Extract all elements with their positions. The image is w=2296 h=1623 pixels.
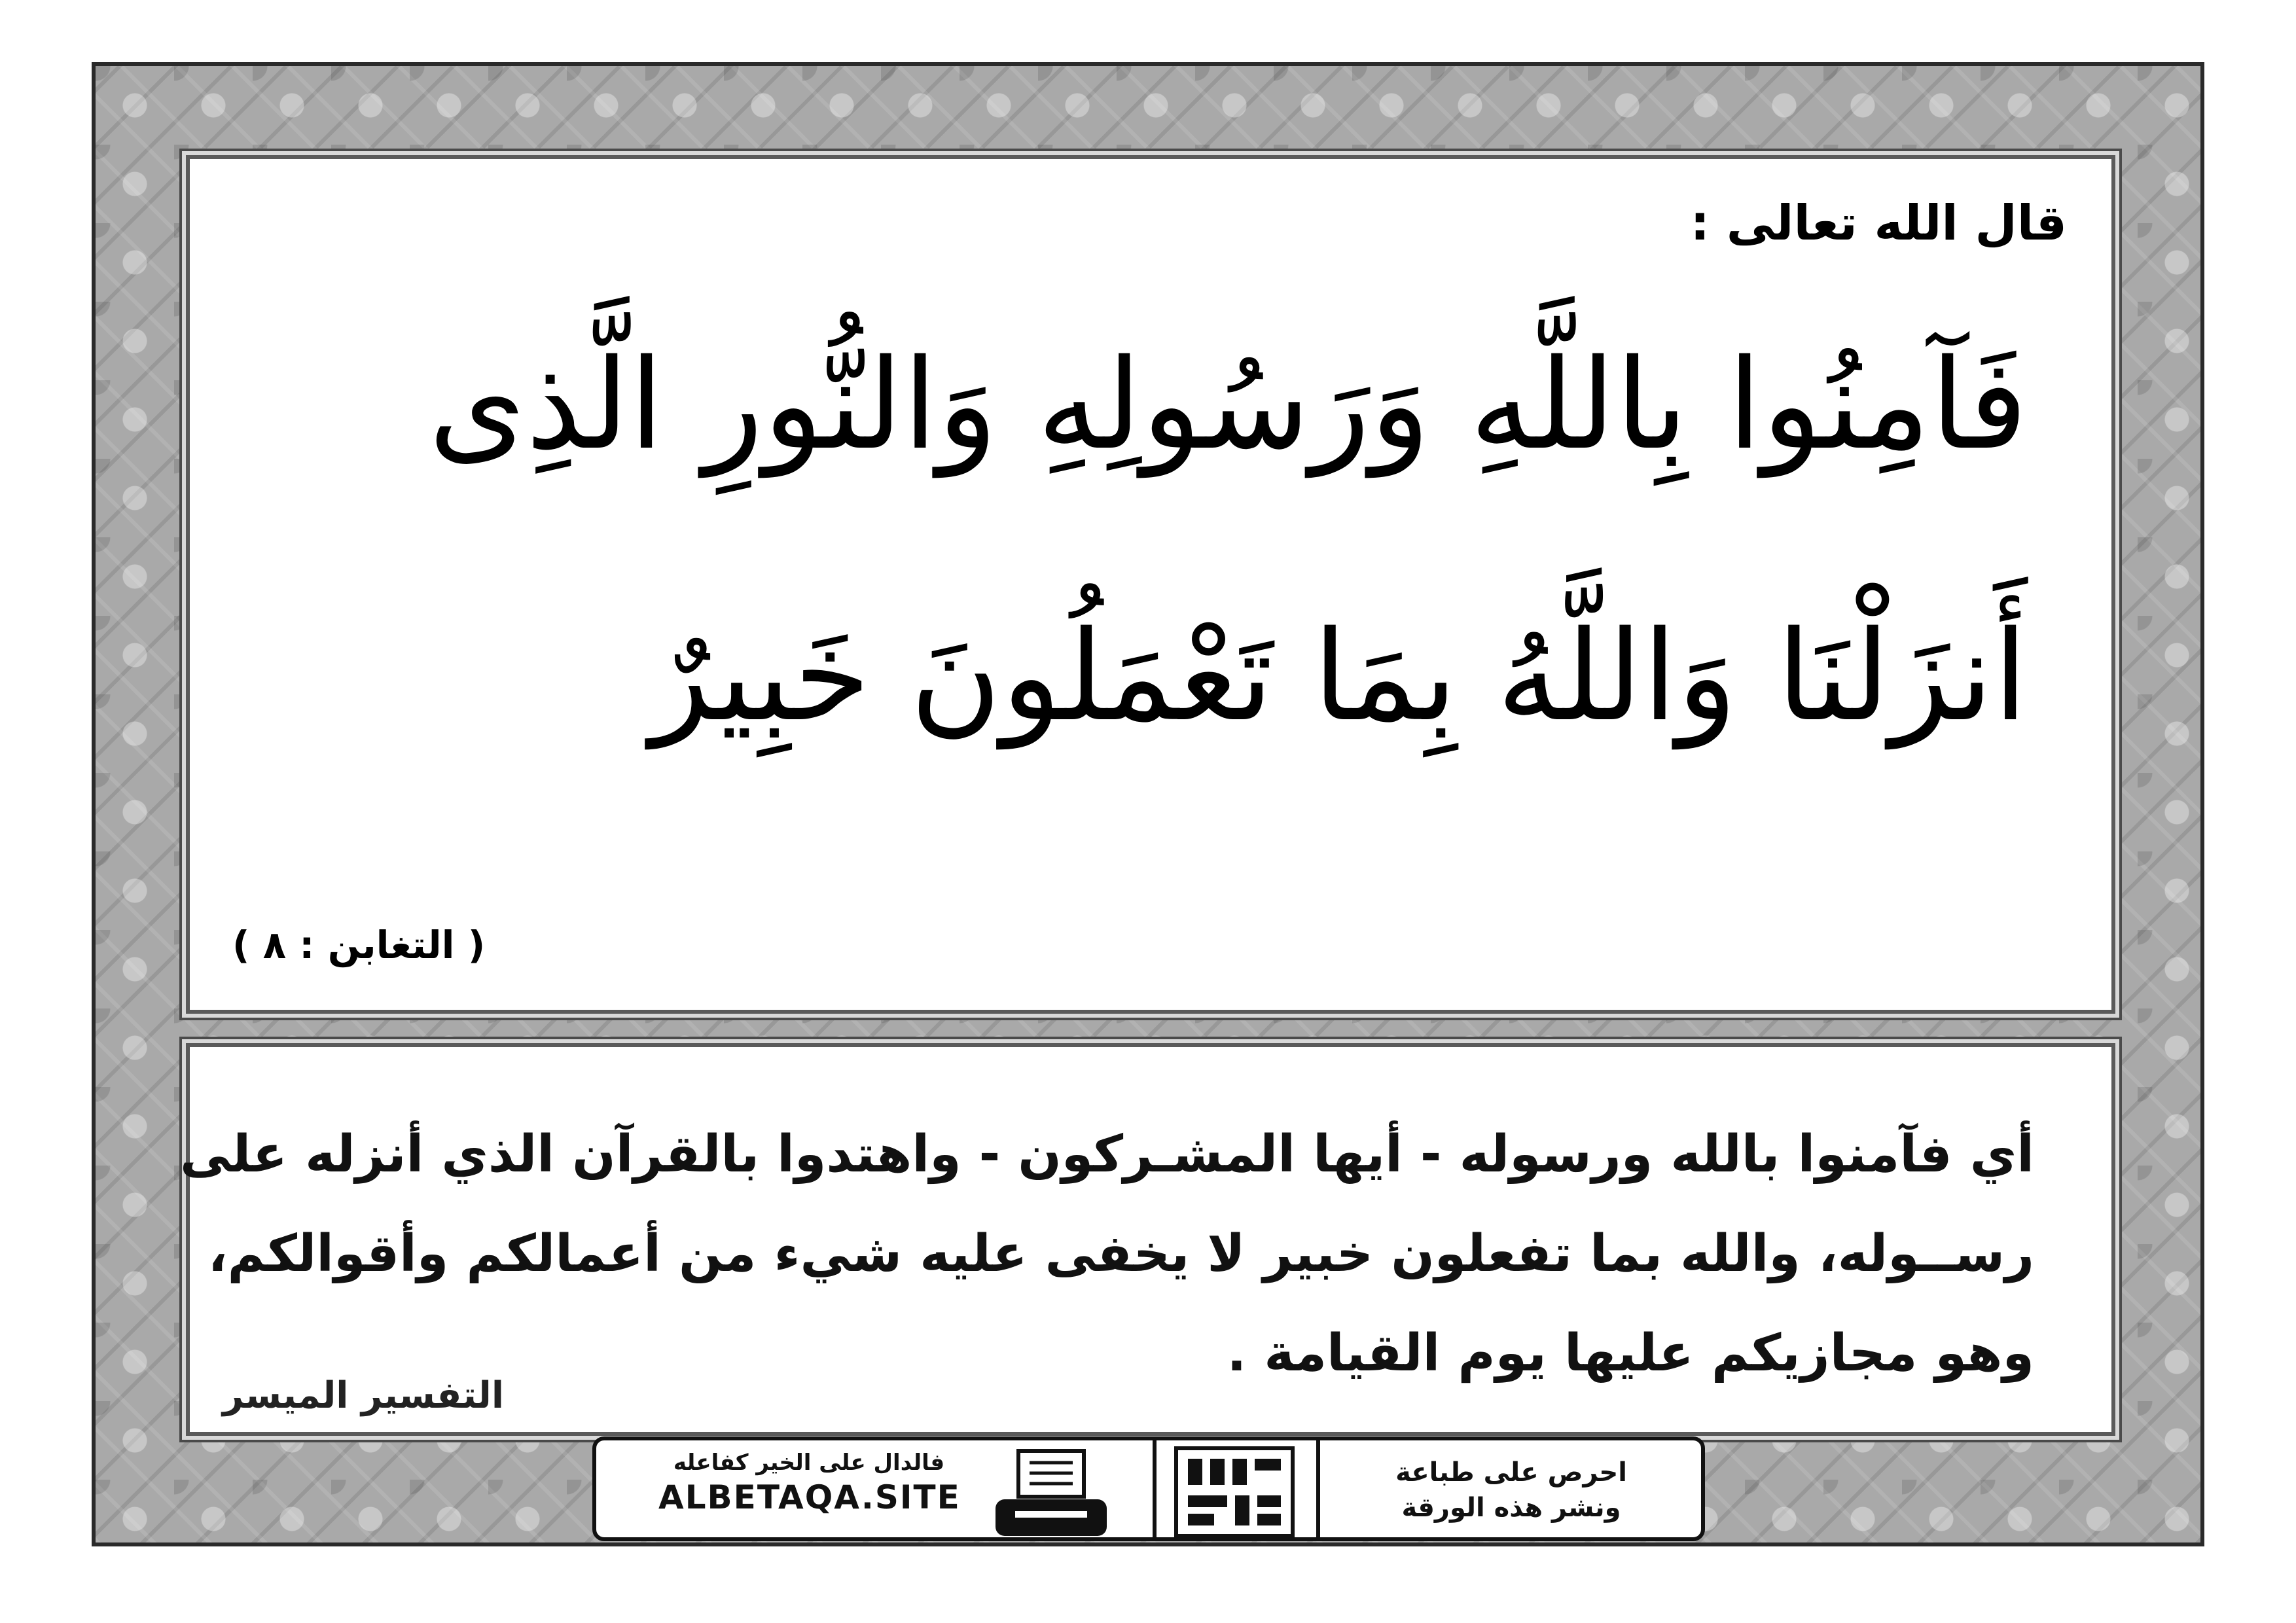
verse-line-2: أَنزَلْنَا وَاللَّهُ بِمَا تَعْمَلُونَ خَبِيرٌ (650, 604, 2028, 749)
verse-reference: ( التغابن : ٨ ) (232, 923, 486, 967)
tafsir-text (179, 1105, 2034, 1403)
tafsir-line: أي فآمنوا بالله ورسوله - أيها المشـركون - واهتدوا بالقرآن الذي أنزله على (179, 1125, 2034, 1184)
footer-call-to-print (1367, 1455, 1655, 1525)
footer-site-block (658, 1450, 960, 1516)
verse-line-1: فَآمِنُوا بِاللَّهِ وَرَسُولِهِ وَالنُّورِ الَّذِى (428, 332, 2028, 477)
tafsir-line: رســوله، والله بما تفعلون خبير لا يخفى عليه شيء من أعمالكم وأقوالكم، (207, 1224, 2034, 1283)
verse-panel (190, 159, 2111, 1010)
tafsir-line: وهو مجازيكم عليها يوم القيامة . (1227, 1324, 2034, 1383)
footer-right-line-1: احرص على طباعة (1395, 1457, 1627, 1488)
footer-divider (1316, 1440, 1320, 1537)
footer-bar (592, 1436, 1705, 1541)
footer-tagline: فالدال على الخير كفاعله (673, 1450, 945, 1476)
tafsir-source: التفسير الميسر (223, 1374, 505, 1417)
footer-right-line-2: ونشر هذه الورقة (1401, 1493, 1621, 1523)
site-link[interactable]: ALBETAQA.SITE (658, 1478, 961, 1516)
footer-divider (1153, 1440, 1157, 1537)
logo-mark (1172, 1444, 1297, 1540)
intro-heading: قال الله تعالى : (1690, 195, 2067, 251)
printer-icon (989, 1447, 1113, 1539)
